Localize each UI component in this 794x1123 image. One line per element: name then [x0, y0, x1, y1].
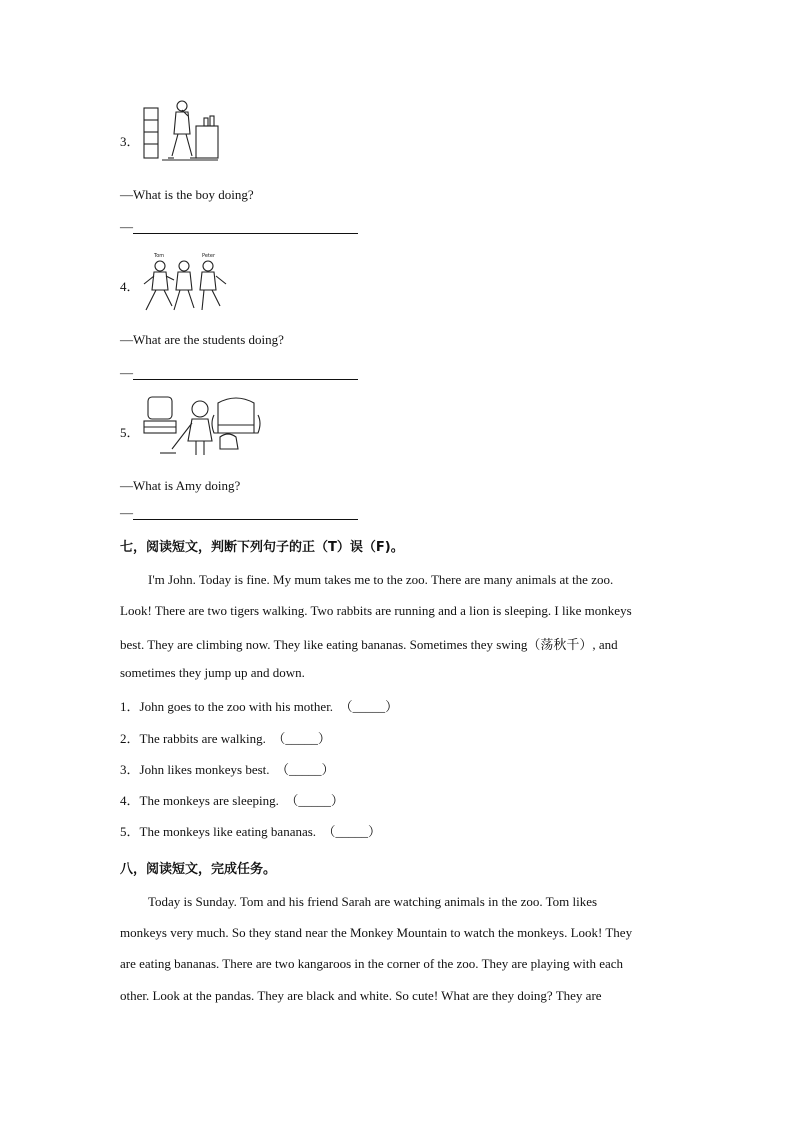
statement-text: The monkeys like eating bananas. [139, 824, 317, 839]
passage-line: are eating bananas. There are two kangaroos in the corner of the zoo. They are playing with each [120, 956, 624, 971]
statement-item [120, 696, 398, 715]
answer-line[interactable] [133, 379, 358, 380]
item-number: 5． [120, 425, 140, 440]
section-7-heading: 七，阅读短文，判断下列句子的正（T）误（F)。 [120, 540, 404, 555]
section-7-passage [120, 572, 676, 682]
question-text: —What are the students doing? [120, 332, 284, 347]
label-tom: Tom [154, 253, 165, 259]
answer-blank[interactable]: （_____） [285, 793, 344, 808]
question-text: —What is Amy doing? [120, 478, 241, 493]
item-number: 4． [120, 279, 140, 294]
students-running-illustration [140, 250, 232, 318]
statement-text: John likes monkeys best. [139, 762, 270, 777]
section-8-heading: 八，阅读短文，完成任务。 [120, 862, 277, 877]
passage-line: other. Look at the pandas. They are black and white. So cute! What are they doing? They are [120, 988, 602, 1003]
passage-line: monkeys very much. So they stand near the Monkey Mountain to watch the monkeys. Look! They [120, 925, 633, 940]
question-text: —What is the boy doing? [120, 187, 254, 202]
statement-number: 4． [120, 793, 140, 808]
answer-prefix: — [120, 365, 133, 380]
section-8-passage [120, 894, 676, 1009]
answer-blank[interactable]: （_____） [272, 731, 331, 746]
passage-line: Look! There are two tigers walking. Two rabbits are running and a lion is sleeping. I like monkeys [120, 603, 632, 618]
statement-item [120, 790, 344, 809]
answer-line[interactable] [133, 519, 358, 520]
answer-blank[interactable]: （_____） [339, 699, 399, 714]
statement-item [120, 821, 381, 840]
passage-line: I'm John. Today is fine. My mum takes me to the zoo. There are many animals at the zoo. [148, 572, 614, 587]
answer-blank[interactable]: （_____） [322, 824, 382, 839]
passage-line: sometimes they jump up and down. [120, 665, 305, 680]
statement-number: 2． [120, 731, 140, 746]
statement-text: The monkeys are sleeping. [139, 793, 279, 808]
answer-line[interactable] [133, 233, 358, 234]
answer-prefix: — [120, 505, 133, 520]
statement-number: 1． [120, 699, 140, 714]
statement-number: 5． [120, 824, 140, 839]
statement-text: John goes to the zoo with his mother. [139, 699, 334, 714]
item-number: 3． [120, 134, 140, 149]
statement-number: 3． [120, 762, 140, 777]
label-peter: Peter [202, 253, 216, 259]
boy-brushing-teeth-illustration [142, 98, 222, 170]
statement-text: The rabbits are walking. [139, 731, 266, 746]
passage-line: Today is Sunday. Tom and his friend Sarah are watching animals in the zoo. Tom likes [148, 894, 598, 909]
answer-blank[interactable]: （_____） [276, 762, 335, 777]
answer-prefix: — [120, 219, 133, 234]
passage-line: best. They are climbing now. They like eating bananas. Sometimes they swing（荡秋千）, and [120, 637, 618, 652]
statement-item [120, 759, 335, 778]
statement-item [120, 728, 331, 747]
girl-vacuuming-illustration [142, 393, 264, 463]
